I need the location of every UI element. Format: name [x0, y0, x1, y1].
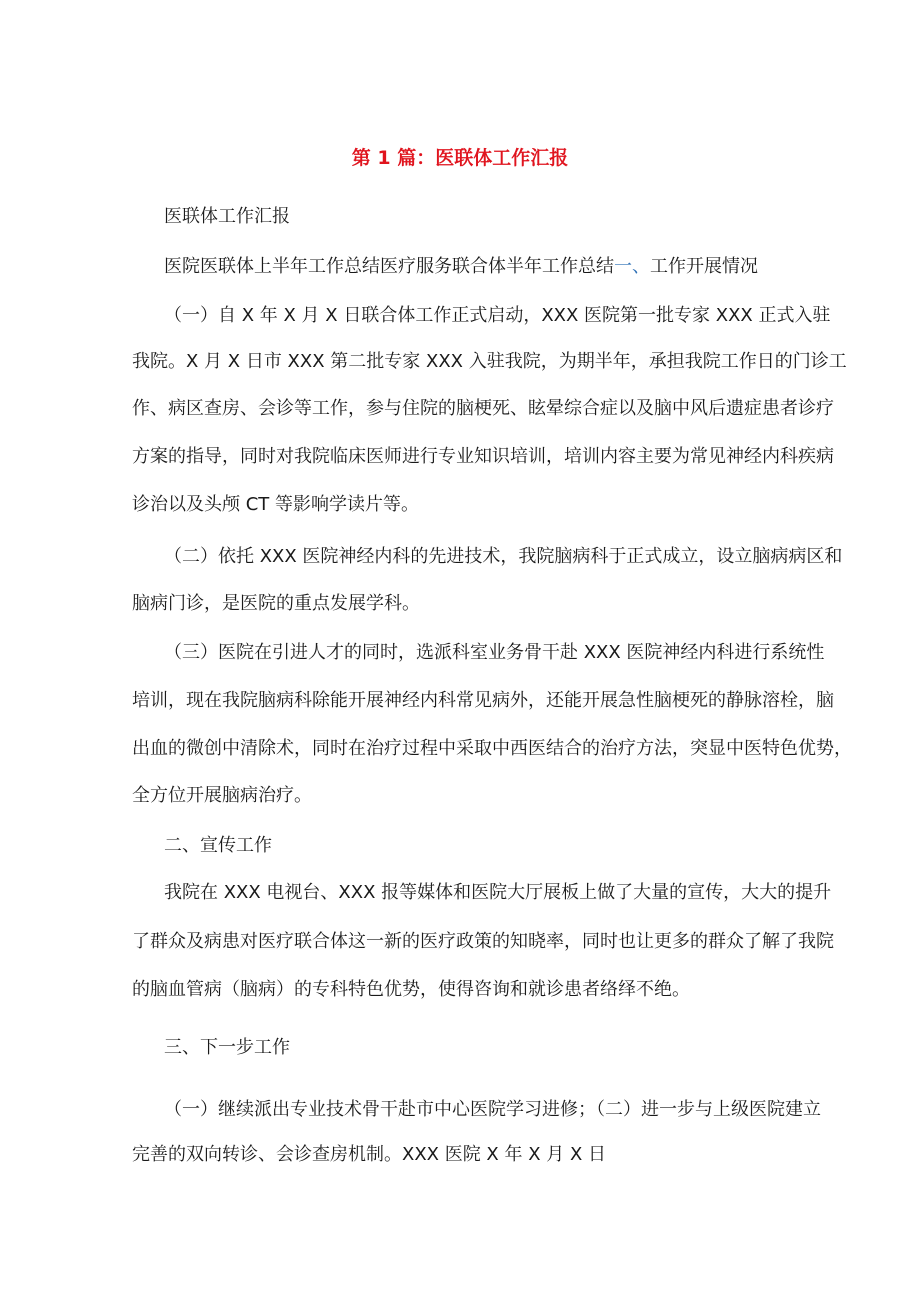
intro-accent: 一、 [614, 256, 650, 277]
para1-line-5: 诊治以及头颅 CT 等影响学读片等。 [132, 494, 420, 515]
document-title: 第 1 篇：医联体工作汇报 [351, 147, 569, 169]
para1-line-3: 作、病区查房、会诊等工作，参与住院的脑梗死、眩晕综合症以及脑中风后遗症患者诊疗 [132, 398, 834, 419]
intro-text: 医院医联体上半年工作总结医疗服务联合体半年工作总结 [164, 256, 614, 277]
para1-line-4: 方案的指导，同时对我院临床医师进行专业知识培训，培训内容主要为常见神经内科疾病 [132, 446, 834, 467]
para3-line-1: （三）医院在引进人才的同时，选派科室业务骨干赴 XXX 医院神经内科进行系统性 [164, 642, 825, 663]
para2-line-2: 脑病门诊，是医院的重点发展学科。 [132, 593, 420, 614]
para4-line-1: 我院在 XXX 电视台、XXX 报等媒体和医院大厅展板上做了大量的宣传，大大的提升 [164, 882, 832, 903]
para4-line-2: 了群众及病患对医疗联合体这一新的医疗政策的知晓率，同时也让更多的群众了解了我院 [132, 931, 834, 952]
para4-line-3: 的脑血管病（脑病）的专科特色优势，使得咨询和就诊患者络绎不绝。 [132, 979, 690, 1000]
para3-line-3: 出血的微创中清除术，同时在治疗过程中采取中西医结合的治疗方法，突显中医特色优势， [132, 738, 852, 759]
para1-line-2: 我院。X 月 X 日市 XXX 第二批专家 XXX 入驻我院，为期半年，承担我院工作日的门诊工 [132, 351, 847, 372]
para3-line-4: 全方位开展脑病治疗。 [132, 785, 312, 806]
section-heading-2: 二、宣传工作 [164, 835, 272, 856]
subheading: 医联体工作汇报 [164, 206, 290, 227]
section-heading-3: 三、下一步工作 [164, 1037, 290, 1058]
para3-line-2: 培训，现在我院脑病科除能开展神经内科常见病外，还能开展急性脑梗死的静脉溶栓，脑 [132, 690, 834, 711]
para5-line-1: （一）继续派出专业技术骨干赴市中心医院学习进修；（二）进一步与上级医院建立 [164, 1099, 821, 1120]
para2-line-1: （二）依托 XXX 医院神经内科的先进技术，我院脑病科于正式成立，设立脑病病区和 [164, 546, 843, 567]
para5-line-2: 完善的双向转诊、会诊查房机制。XXX 医院 X 年 X 月 X 日 [132, 1144, 607, 1165]
intro-line [164, 255, 758, 279]
para1-line-1: （一）自 X 年 X 月 X 日联合体工作正式启动，XXX 医院第一批专家 XXX 正式入驻 [164, 305, 831, 326]
intro-heading: 工作开展情况 [650, 256, 758, 277]
